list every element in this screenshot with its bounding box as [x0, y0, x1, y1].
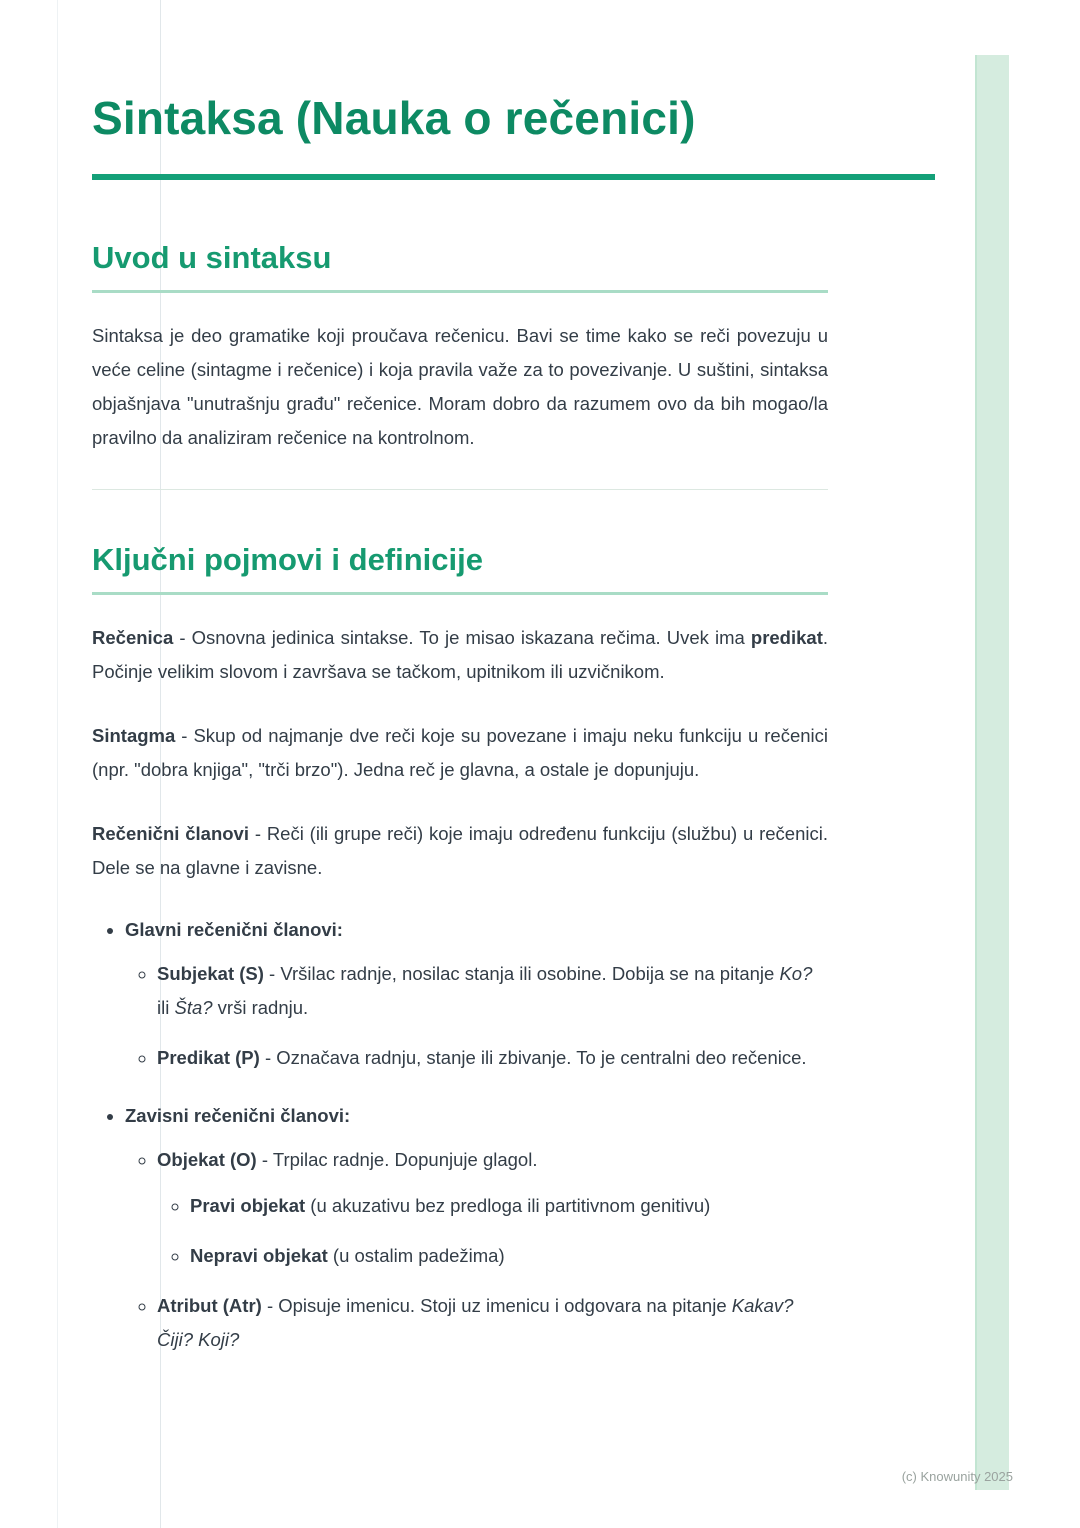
- definition-paragraph-recenicni-clanovi: Rečenični članovi - Reči (ili grupe reči) koje imaju određenu funkciju (službu) u rečenici. Dele se na glavne i zavisne.: [92, 823, 828, 879]
- list-item-atribut: [157, 1289, 828, 1357]
- list-item-text: ◦ Nepravi objekat (u ostalim padežima): [190, 1245, 505, 1267]
- side-stripe: [975, 55, 1009, 1490]
- zavisni-sublist: [125, 1143, 828, 1357]
- note-content: [92, 0, 935, 1381]
- list-item-glavni-clanovi: [125, 913, 828, 1075]
- list-item-nepravi-objekat: [190, 1239, 828, 1273]
- copyright-notice: (c) Knowunity 2025: [901, 1469, 1013, 1484]
- page-edge-line: [57, 0, 58, 1528]
- definitions-list: [92, 913, 828, 1357]
- list-item-zavisni-clanovi: [125, 1099, 828, 1357]
- list-item-subjekat: [157, 957, 828, 1025]
- section-definitions: [92, 540, 935, 1357]
- intro-paragraph: Sintaksa je deo gramatike koji proučava rečenicu. Bavi se time kako se reči povezuju u veće celine (sintagme i rečenice) i koja pravila važe za to povezivanje. U suštini, sintaksa objašnjava "unutrašnju građu" rečenice. Moram dobro da razumem ovo da bih mogao/la pravilno da analiziram rečenice na kontrolnom.: [92, 324, 828, 448]
- title-rule: [92, 174, 935, 180]
- section-heading-intro: Uvod u sintaksu: [92, 238, 828, 293]
- list-item-label: • Glavni rečenični članovi:: [125, 919, 343, 941]
- list-item-objekat: [157, 1143, 828, 1273]
- section-intro: [92, 238, 935, 455]
- list-item-pravi-objekat: [190, 1189, 828, 1223]
- list-item-text: ◦ Predikat (P) - Označava radnju, stanje ili zbivanje. To je centralni deo rečenice.: [157, 1047, 807, 1069]
- definition-paragraph-sintagma: Sintagma - Skup od najmanje dve reči koje su povezane i imaju neku funkciju u rečenici (npr. "dobra knjiga", "trči brzo"). Jedna reč je glavna, a ostale je dopunjuju.: [92, 725, 828, 781]
- list-item-text: ◦ Objekat (O) - Trpilac radnje. Dopunjuje glagol.: [157, 1149, 538, 1171]
- definition-paragraph-recenica: Rečenica - Osnovna jedinica sintakse. To je misao iskazana rečima. Uvek ima predikat. Počinje velikim slovom i završava se tačkom, upitnikom ili uzvičnikom.: [92, 627, 828, 683]
- list-item-text: ◦ Atribut (Atr) - Opisuje imenicu. Stoji uz imenicu i odgovara na pitanje Kakav? Čiji? Koji?: [157, 1295, 794, 1351]
- objekat-sublist: [157, 1189, 828, 1273]
- list-item-predikat: [157, 1041, 828, 1075]
- section-heading-definitions: Ključni pojmovi i definicije: [92, 540, 828, 595]
- section-divider: [92, 489, 828, 490]
- list-item-text: ◦ Subjekat (S) - Vršilac radnje, nosilac stanja ili osobine. Dobija se na pitanje Ko? ili Šta? vrši radnju.: [157, 963, 813, 1019]
- list-item-label: • Zavisni rečenični članovi:: [125, 1105, 351, 1127]
- page-title: Sintaksa (Nauka o rečenici): [92, 92, 696, 144]
- list-item-text: ◦ Pravi objekat (u akuzativu bez predloga ili partitivnom genitivu): [190, 1195, 711, 1217]
- glavni-sublist: [125, 957, 828, 1075]
